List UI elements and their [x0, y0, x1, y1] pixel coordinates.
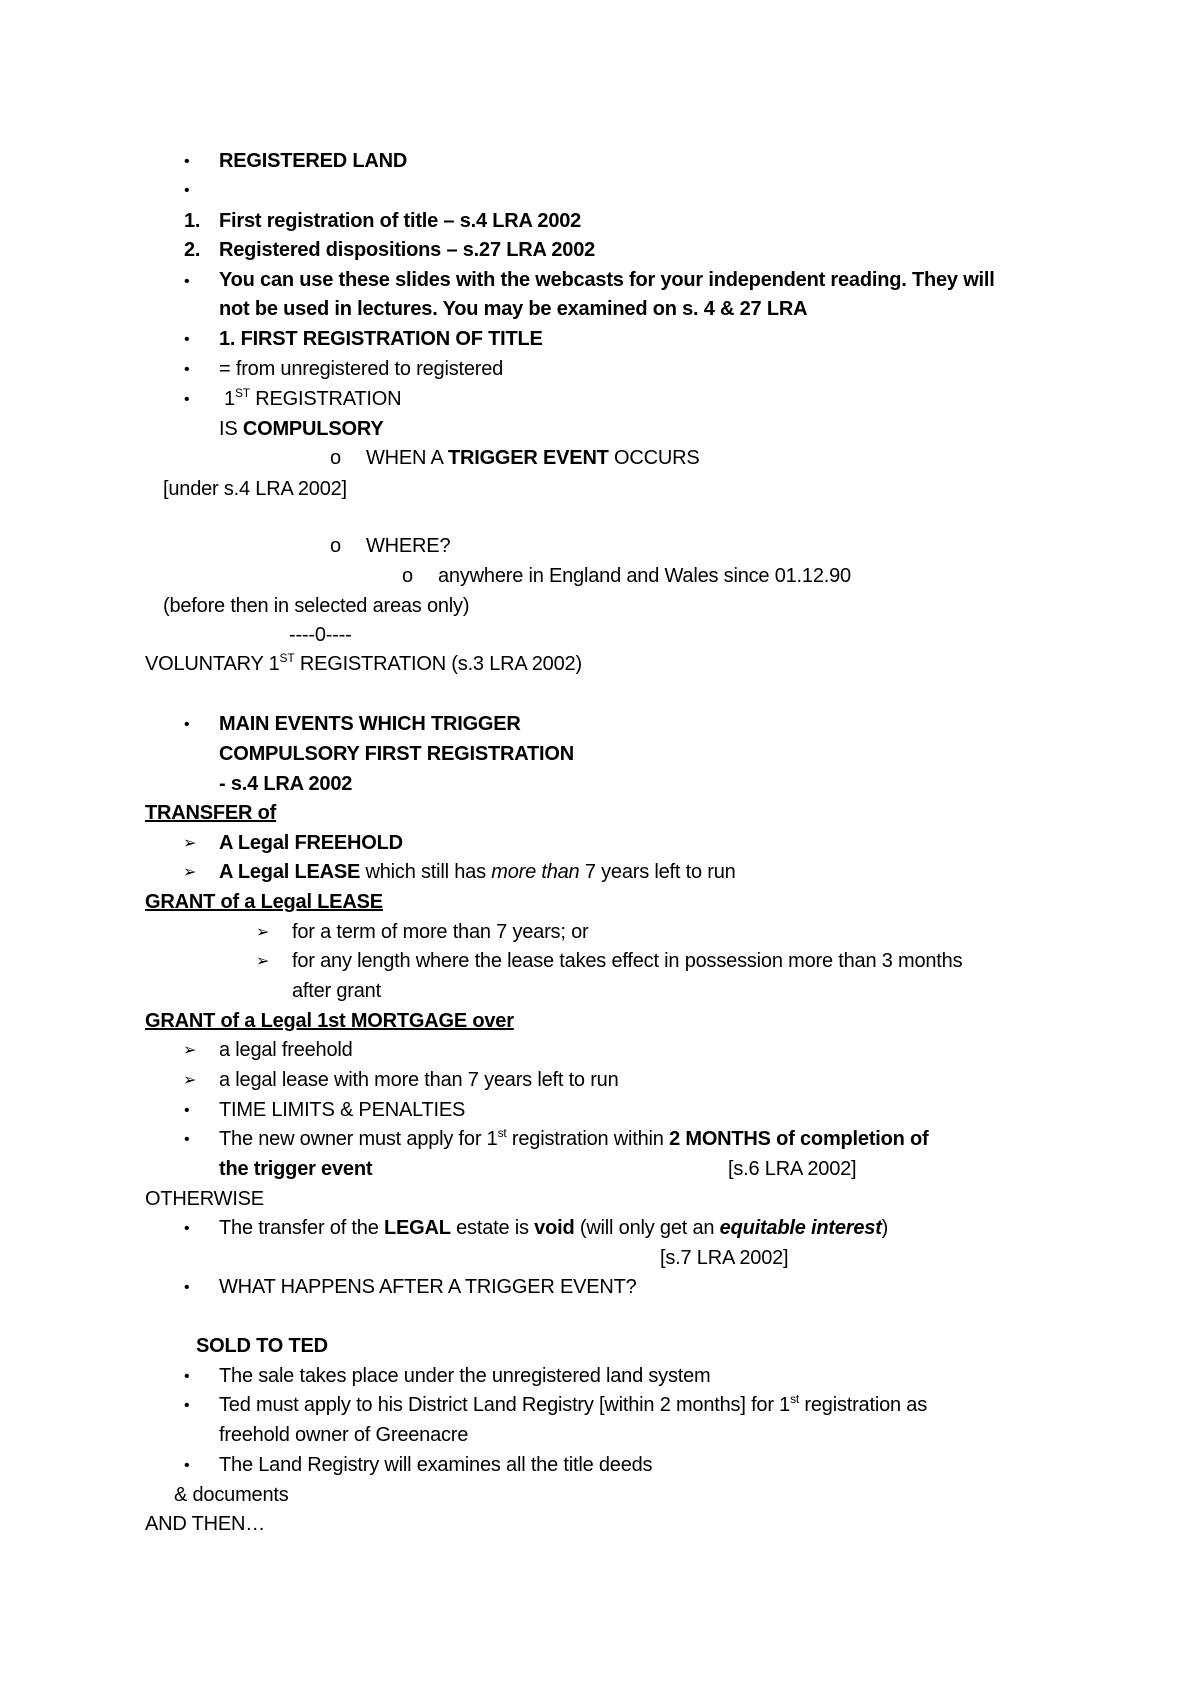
arrow-bullet-icon: ➢	[183, 835, 197, 852]
text: which still has	[360, 861, 492, 883]
citation-s7: [s.7 LRA 2002]	[660, 1247, 789, 1269]
text-bold: 2 MONTHS of completion of	[669, 1128, 929, 1150]
text-land-registry: The Land Registry will examines all the title deeds	[219, 1454, 653, 1476]
bullet-icon: •	[184, 1279, 190, 1296]
citation-s6: [s.6 LRA 2002]	[728, 1158, 857, 1180]
text-and-then: AND THEN…	[145, 1513, 266, 1535]
text: VOLUNTARY 1	[145, 653, 280, 675]
superscript: st	[497, 1126, 507, 1140]
text-ted-apply	[219, 1393, 927, 1417]
text: REGISTRATION	[249, 388, 402, 410]
item-text: First registration of title	[219, 210, 439, 232]
text: Ted must apply to his District Land Registry [within 2 months] for 1	[219, 1394, 791, 1416]
text-voluntary	[145, 652, 582, 676]
item-text: – s.27 LRA 2002	[441, 239, 596, 261]
text-term-more: for a term of more than 7 years; or	[292, 921, 589, 943]
text-sale-takes-place: The sale takes place under the unregistered land system	[219, 1365, 711, 1387]
bullet-icon: •	[184, 1102, 190, 1119]
text-new-owner	[219, 1127, 929, 1151]
text-legal-lease	[219, 860, 736, 884]
bullet-icon: •	[184, 391, 190, 408]
heading-main-events: MAIN EVENTS WHICH TRIGGER	[219, 713, 521, 735]
bullet-icon: •	[184, 1397, 190, 1414]
bullet-icon: •	[184, 1368, 190, 1385]
list-number: 1.	[184, 210, 201, 232]
bullet-icon: •	[184, 182, 190, 199]
item-text: – s.4 LRA 2002	[438, 210, 582, 232]
arrow-bullet-icon: ➢	[256, 924, 270, 941]
text: )	[881, 1217, 889, 1239]
sub-bullet-icon: o	[402, 565, 414, 587]
bullet-icon: •	[184, 273, 190, 290]
heading-main-events-3: - s.4 LRA 2002	[219, 773, 353, 795]
bullet-icon: •	[184, 716, 190, 733]
heading-main-events-2: COMPULSORY FIRST REGISTRATION	[219, 743, 574, 765]
text-bold: COMPULSORY	[242, 418, 384, 440]
text: registration as	[799, 1394, 928, 1416]
arrow-bullet-icon: ➢	[183, 1072, 197, 1089]
heading-sold-to-ted: SOLD TO TED	[196, 1335, 328, 1357]
text-anywhere: anywhere in England and Wales since 01.12.90	[438, 565, 851, 587]
text-after-grant: after grant	[292, 980, 381, 1002]
text-bold: TRIGGER EVENT	[447, 447, 609, 469]
list-item	[219, 209, 581, 233]
text: estate is	[450, 1217, 535, 1239]
heading-grant-mortgage: GRANT of a Legal 1st MORTGAGE over	[145, 1010, 514, 1032]
text: OCCURS	[608, 447, 700, 469]
text-is-compulsory	[219, 417, 383, 441]
text-trigger-event: the trigger event	[219, 1158, 373, 1180]
superscript: st	[790, 1392, 800, 1406]
text: The new owner must apply for 1	[219, 1128, 498, 1150]
text-from-unregistered: = from unregistered to registered	[219, 358, 504, 380]
text: The transfer of the	[219, 1217, 384, 1239]
arrow-bullet-icon: ➢	[183, 1042, 197, 1059]
text-under-s4: [under s.4 LRA 2002]	[163, 478, 347, 500]
text-bold: LEGAL	[383, 1217, 451, 1239]
superscript: ST	[279, 651, 295, 665]
text: WHEN A	[366, 447, 448, 469]
text: 7 years left to run	[579, 861, 736, 883]
heading-registered-land: REGISTERED LAND	[219, 150, 408, 172]
text-ted-line-2: freehold owner of Greenacre	[219, 1424, 469, 1446]
list-item	[219, 238, 595, 262]
text: registration within	[506, 1128, 670, 1150]
list-number: 2.	[184, 239, 201, 261]
text-any-length: for any length where the lease takes effect in possession more than 3 months	[292, 950, 963, 972]
bullet-icon: •	[184, 1220, 190, 1237]
text: REGISTRATION (s.3 LRA 2002)	[294, 653, 582, 675]
text-where: WHERE?	[366, 535, 451, 557]
text-what-happens: WHAT HAPPENS AFTER A TRIGGER EVENT?	[219, 1276, 637, 1298]
note-line-1: You can use these slides with the webcasts for your independent reading. They will	[219, 269, 995, 291]
text-bold-italic: equitable interest	[719, 1217, 882, 1239]
text-before-then: (before then in selected areas only)	[163, 595, 470, 617]
bullet-icon: •	[184, 153, 190, 170]
text-italic: more than	[491, 861, 580, 883]
text-when-trigger	[366, 446, 700, 470]
superscript: ST	[234, 386, 250, 400]
bullet-icon: •	[184, 1457, 190, 1474]
text-first-registration	[224, 387, 401, 411]
item-text: Registered dispositions	[219, 239, 442, 261]
text: (will only get an	[574, 1217, 720, 1239]
text-transfer-void	[219, 1216, 888, 1240]
text-bold: A Legal LEASE	[219, 861, 361, 883]
sub-bullet-icon: o	[330, 447, 342, 469]
text-legal-freehold: A Legal FREEHOLD	[219, 832, 403, 854]
arrow-bullet-icon: ➢	[183, 864, 197, 881]
arrow-bullet-icon: ➢	[256, 953, 270, 970]
text-documents: & documents	[174, 1484, 289, 1506]
text: IS	[219, 418, 243, 440]
text-legal-freehold-2: a legal freehold	[219, 1039, 353, 1061]
heading-first-registration: 1. FIRST REGISTRATION OF TITLE	[219, 328, 543, 350]
text: 1	[224, 388, 235, 410]
text-time-limits: TIME LIMITS & PENALTIES	[219, 1099, 466, 1121]
bullet-icon: •	[184, 331, 190, 348]
text-legal-lease-2: a legal lease with more than 7 years left to run	[219, 1069, 619, 1091]
separator: ----0----	[289, 624, 352, 646]
bullet-icon: •	[184, 1131, 190, 1148]
heading-grant-lease: GRANT of a Legal LEASE	[145, 891, 383, 913]
sub-bullet-icon: o	[330, 535, 342, 557]
note-line-2: not be used in lectures. You may be examined on s. 4 & 27 LRA	[219, 298, 808, 320]
text-otherwise: OTHERWISE	[145, 1188, 264, 1210]
heading-transfer-of: TRANSFER of	[145, 802, 277, 824]
bullet-icon: •	[184, 361, 190, 378]
text-bold: void	[534, 1217, 575, 1239]
